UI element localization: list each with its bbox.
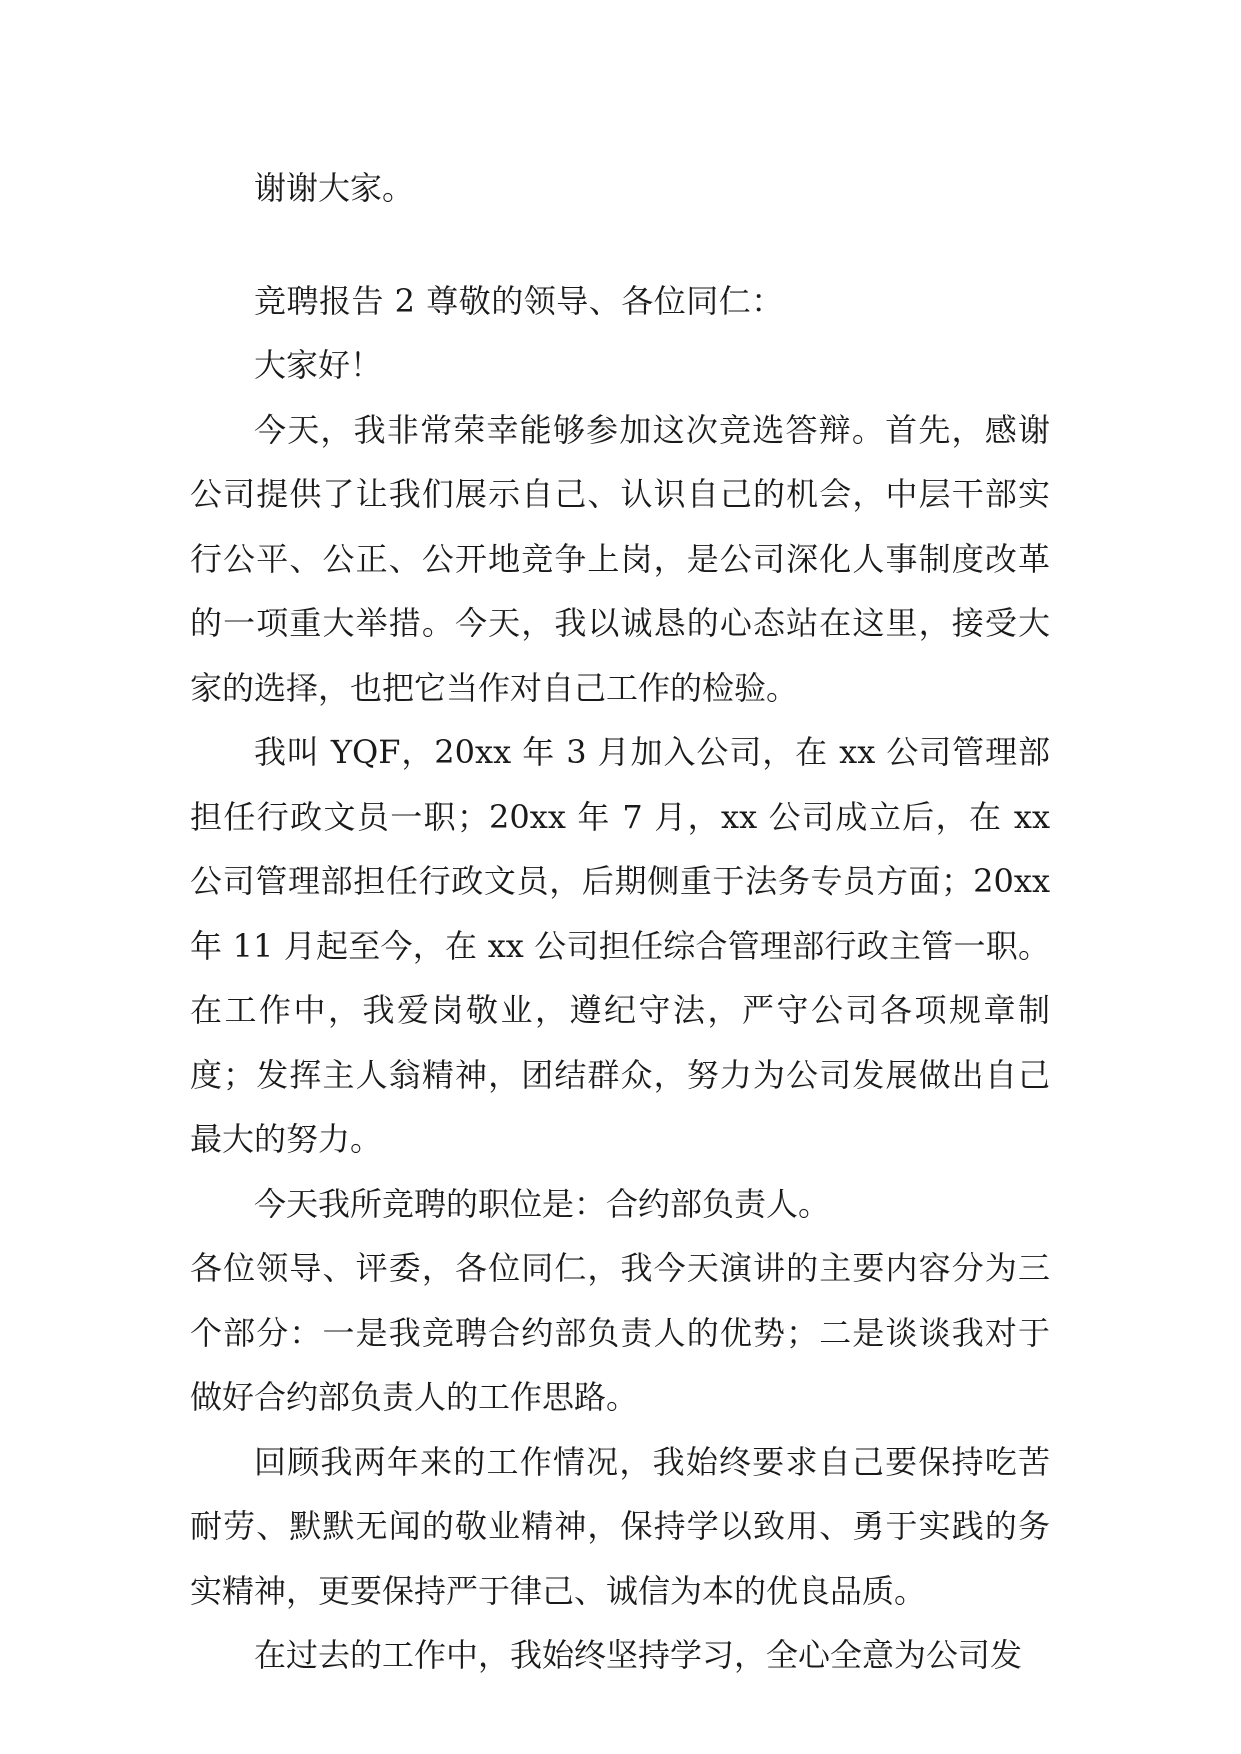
paragraph-intro: 今天，我非常荣幸能够参加这次竞选答辩。首先，感谢公司提供了让我们展示自己、认识自己的机会，中层干部实行公平、公正、公开地竞争上岗，是公司深化人事制度改革的一项重大举措。今天，我以诚恳的心态站在这里，接受大家的选择，也把它当作对自己工作的检验。 — [190, 410, 1050, 707]
greeting: 大家好！ — [254, 346, 383, 384]
closing-line: 谢谢大家。 — [254, 169, 415, 207]
section-heading: 竞聘报告 2 尊敬的领导、各位同仁： — [254, 281, 784, 320]
paragraph-review: 回顾我两年来的工作情况，我始终要求自己要保持吃苦耐劳、默默无闻的敬业精神，保持学以致用、勇于实践的务实精神，更要保持严于律己、诚信为本的优良品质。 — [190, 1442, 1050, 1610]
paragraph-position: 今天我所竞聘的职位是：合约部负责人。 — [254, 1184, 831, 1223]
paragraph-gap — [190, 221, 1050, 269]
paragraph-outline: 各位领导、评委，各位同仁，我今天演讲的主要内容分为三个部分：一是我竞聘合约部负责人的优势；二是谈谈我对于做好合约部负责人的工作思路。 — [190, 1249, 1050, 1416]
paragraph-background: 我叫 YQF，20xx 年 3 月加入公司，在 xx 公司管理部担任行政文员一职；20xx 年 7 月，xx 公司成立后，在 xx 公司管理部担任行政文员，后期侧重于法务专员方面；20xx 年 11 月起至今，在 xx 公司担任综合管理部行政主管一职。在工作中，我爱岗敬业，遵纪守法，严守公司各项规章制度；发挥主人翁精神，团结群众，努力为公司发展做出自己最大的努力。 — [190, 733, 1050, 1158]
paragraph-past-work: 在过去的工作中，我始终坚持学习，全心全意为公司发 — [254, 1636, 1023, 1674]
document-body — [190, 156, 1050, 1688]
